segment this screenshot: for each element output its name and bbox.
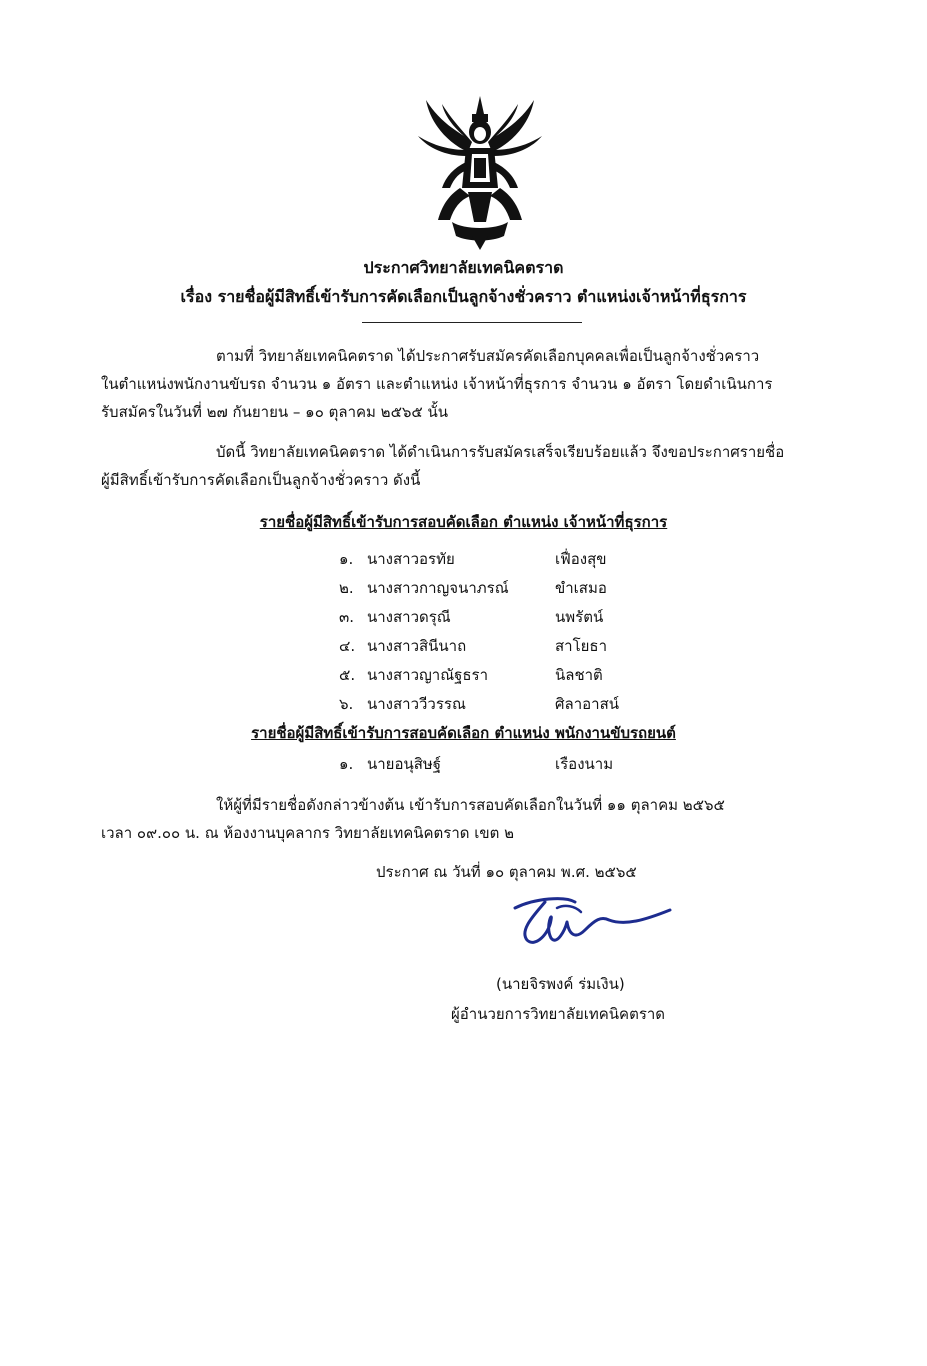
item-last-name: ขำเสมอ (555, 579, 607, 597)
announcement-title: ประกาศวิทยาลัยเทคนิคตราด (363, 258, 564, 277)
list1-item (339, 692, 619, 718)
list1-item (339, 547, 607, 573)
exam-line2: เวลา ๐๙.๐๐ น. ณ ห้องงานบุคลากร วิทยาลัยเทคนิคตราด เขต ๒ (101, 824, 515, 842)
signature (505, 890, 675, 960)
list2-heading: รายชื่อผู้มีสิทธิ์เข้ารับการสอบคัดเลือก ตำแหน่ง พนักงานขับรถยนต์ (251, 724, 676, 742)
item-last-name: ศิลาอาสน์ (555, 695, 619, 713)
exam-line1: ให้ผู้ที่มีรายชื่อดังกล่าวข้างต้น เข้ารับการสอบคัดเลือกในวันที่ ๑๑ ตุลาคม ๒๕๖๕ (216, 796, 725, 814)
item-number: ๖. (339, 695, 354, 713)
list2-item (339, 752, 613, 778)
item-number: ๕. (339, 666, 356, 684)
announcement-subject: เรื่อง รายชื่อผู้มีสิทธิ์เข้ารับการคัดเลือกเป็นลูกจ้างชั่วคราว ตำแหน่งเจ้าหน้าที่ธุรการ (180, 287, 747, 306)
item-first-name: นางสาวสินีนาถ (367, 637, 467, 655)
item-first-name: นางสาวกาญจนาภรณ์ (367, 579, 509, 597)
para1-line1: ตามที่ วิทยาลัยเทคนิคตราด ได้ประกาศรับสมัครคัดเลือกบุคคลเพื่อเป็นลูกจ้างชั่วคราว (216, 347, 760, 365)
item-first-name: นางสาวญาณัฐธรา (367, 666, 489, 684)
list1-item (339, 605, 603, 631)
item-last-name: นพรัตน์ (555, 608, 604, 626)
item-number: ๑. (339, 755, 354, 773)
item-number: ๑. (339, 550, 354, 568)
para1-line3: รับสมัครในวันที่ ๒๗ กันยายน – ๑๐ ตุลาคม ๒๕๖๕ นั้น (101, 403, 449, 421)
item-last-name: นิลชาติ (555, 666, 603, 684)
list1-item (339, 576, 607, 602)
item-last-name: สาโยธา (555, 637, 608, 655)
item-last-name: เรืองนาม (555, 755, 614, 773)
list1-item (339, 663, 603, 689)
item-first-name: นางสาวดรุณี (367, 608, 451, 626)
item-first-name: นางสาววีวรรณ (367, 695, 466, 713)
list1-item (339, 634, 607, 660)
signer-position: ผู้อำนวยการวิทยาลัยเทคนิคตราด (451, 1005, 666, 1023)
item-number: ๒. (339, 579, 354, 597)
item-last-name: เฟื่องสุข (555, 550, 607, 568)
para1-line2: ในตำแหน่งพนักงานขับรถ จำนวน ๑ อัตรา และตำแหน่ง เจ้าหน้าที่ธุรการ จำนวน ๑ อัตรา โดยดำเนินการ (101, 375, 773, 393)
item-number: ๔. (339, 637, 356, 655)
garuda-emblem-icon (412, 92, 548, 252)
item-first-name: นายอนุสิษฐ์ (367, 755, 442, 773)
item-first-name: นางสาวอรทัย (367, 550, 455, 568)
list1-heading: รายชื่อผู้มีสิทธิ์เข้ารับการสอบคัดเลือก ตำแหน่ง เจ้าหน้าที่ธุรการ (259, 513, 668, 531)
para2-line1: บัดนี้ วิทยาลัยเทคนิคตราด ได้ดำเนินการรับสมัครเสร็จเรียบร้อยแล้ว จึงขอประกาศรายชื่อ (216, 443, 785, 461)
signer-name: (นายจิรพงค์ ร่มเงิน) (496, 975, 625, 993)
item-number: ๓. (339, 608, 355, 626)
title-divider (362, 322, 582, 323)
para2-line2: ผู้มีสิทธิ์เข้ารับการคัดเลือกเป็นลูกจ้างชั่วคราว ดังนี้ (101, 471, 421, 489)
announce-date: ประกาศ ณ วันที่ ๑๐ ตุลาคม พ.ศ. ๒๕๖๕ (376, 863, 637, 881)
